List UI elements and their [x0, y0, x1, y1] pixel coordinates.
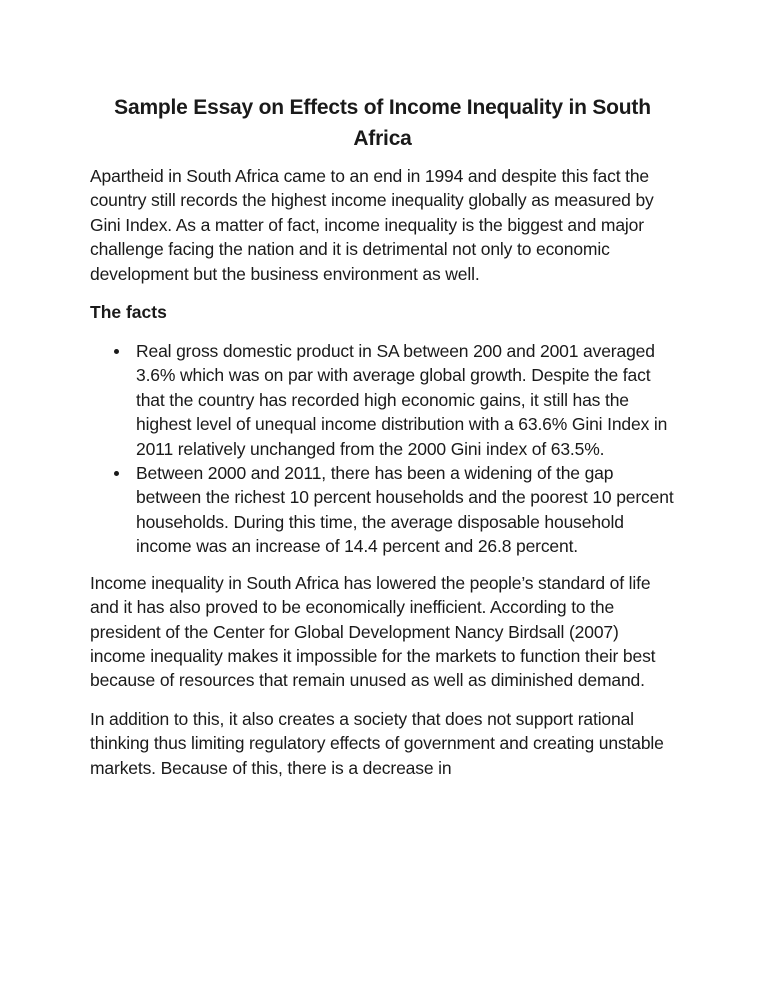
body-paragraph-2: Income inequality in South Africa has lowered the people’s standard of life and it has also proved to be economically inefficient. According to the president of the Center for Global Development Nancy Birdsall (2007) income inequality makes it impossible for the markets to function their best because of resources that remain unused as well as diminished demand.	[90, 572, 656, 691]
bullet-icon	[114, 471, 119, 476]
document-title: Sample Essay on Effects of Income Inequality in South Africa	[114, 96, 651, 150]
body-paragraph-3: In addition to this, it also creates a society that does not support rational thinking thus limiting regulatory effects of government and creating unstable markets. Because of this, there is a decrease in	[90, 708, 664, 778]
bullet-icon	[114, 349, 119, 354]
facts-heading: The facts	[90, 302, 167, 323]
document-page	[90, 92, 675, 794]
list-item-text: Between 2000 and 2011, there has been a widening of the gap between the richest 10 percent households and the poorest 10 percent households. During this time, the average disposable household income was an increase of 14.4 percent and 26.8 percent.	[136, 463, 674, 557]
list-item	[90, 339, 675, 461]
intro-paragraph: Apartheid in South Africa came to an end in 1994 and despite this fact the country still records the highest income inequality globally as measured by Gini Index. As a matter of fact, income inequality is the biggest and major challenge facing the nation and it is detrimental not only to economic development but the business environment as well.	[90, 166, 654, 284]
list-item	[90, 461, 675, 559]
facts-list	[90, 339, 675, 559]
list-item-text: Real gross domestic product in SA between 200 and 2001 averaged 3.6% which was on par with average global growth. Despite the fact that the country has recorded high economic gains, it still has the highest level of unequal income distribution with a 63.6% Gini Index in 2011 relatively unchanged from the 2000 Gini index of 63.5%.	[136, 341, 668, 459]
